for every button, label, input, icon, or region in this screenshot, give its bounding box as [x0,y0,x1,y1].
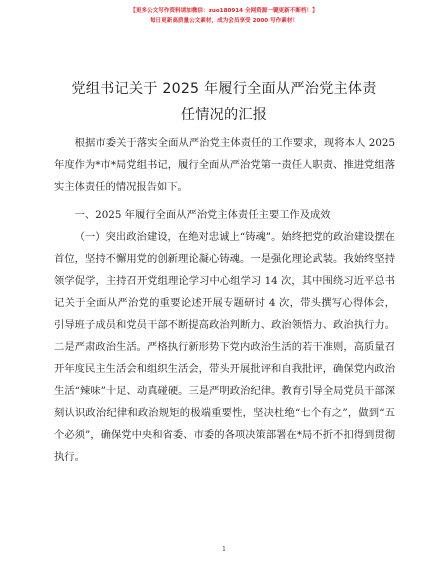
intro-paragraph: 根据市委关于落实全面从严治党主体责任的工作要求，现将本人 2025 年度作为*市*局党组书记，履行全面从严治党第一责任人职责、推进党组落实主体责任的情况报告如下。 [54,137,395,193]
promo-line-2: 每日更新高质量公文素材，成为会员享受 2000 写作素材！ [149,18,299,24]
document-title [40,76,408,128]
title-line-2: 任情况的汇报 [180,107,268,123]
title-line-1: 党组书记关于 2025 年履行全面从严治党主体责 [71,81,377,97]
document-body [54,132,395,468]
section-1-paragraph: （一）突出政治建设，在绝对忠诚上“铸魂”。始终把党的政治建设摆在首位，坚持不懈用党的创新理论凝心铸魂。一是强化理论武装。我始终坚持领学促学，主持召开党组理论学习中心组学习 14 次，其中围绕习近平总书记关于全面从严治党的重要论述开展专题研讨 4 次，带头撰写心得体会，引导班子成员和党员干部不断提高政治判断力、政治领悟力、政治执行力。二是严肃政治生活。严格执行新形势下党内政治生活的若干准则，高质量召开年度民主生活会和组织生活会，带头开展批评和自我批评，确保党内政治生活“辣味”十足、动真碰硬。三是严明政治纪律。教育引导全局党员干部深刻认识政治纪律和政治规矩的极端重要性，坚决杜绝“七个有之”，做到“五个必须”，确保党中央和省委、市委的各项决策部署在*局不折不扣得到贯彻执行。 [54,231,395,463]
section-heading-1: 一、2025 年履行全面从严治党主体责任主要工作及成效 [74,209,331,221]
page-number: 1 [222,546,226,553]
promo-line-1: 【更多公文写作资料请加微信：zuo180914 全网资源一键更新不断档！】 [130,8,318,14]
promo-banner [0,6,448,26]
